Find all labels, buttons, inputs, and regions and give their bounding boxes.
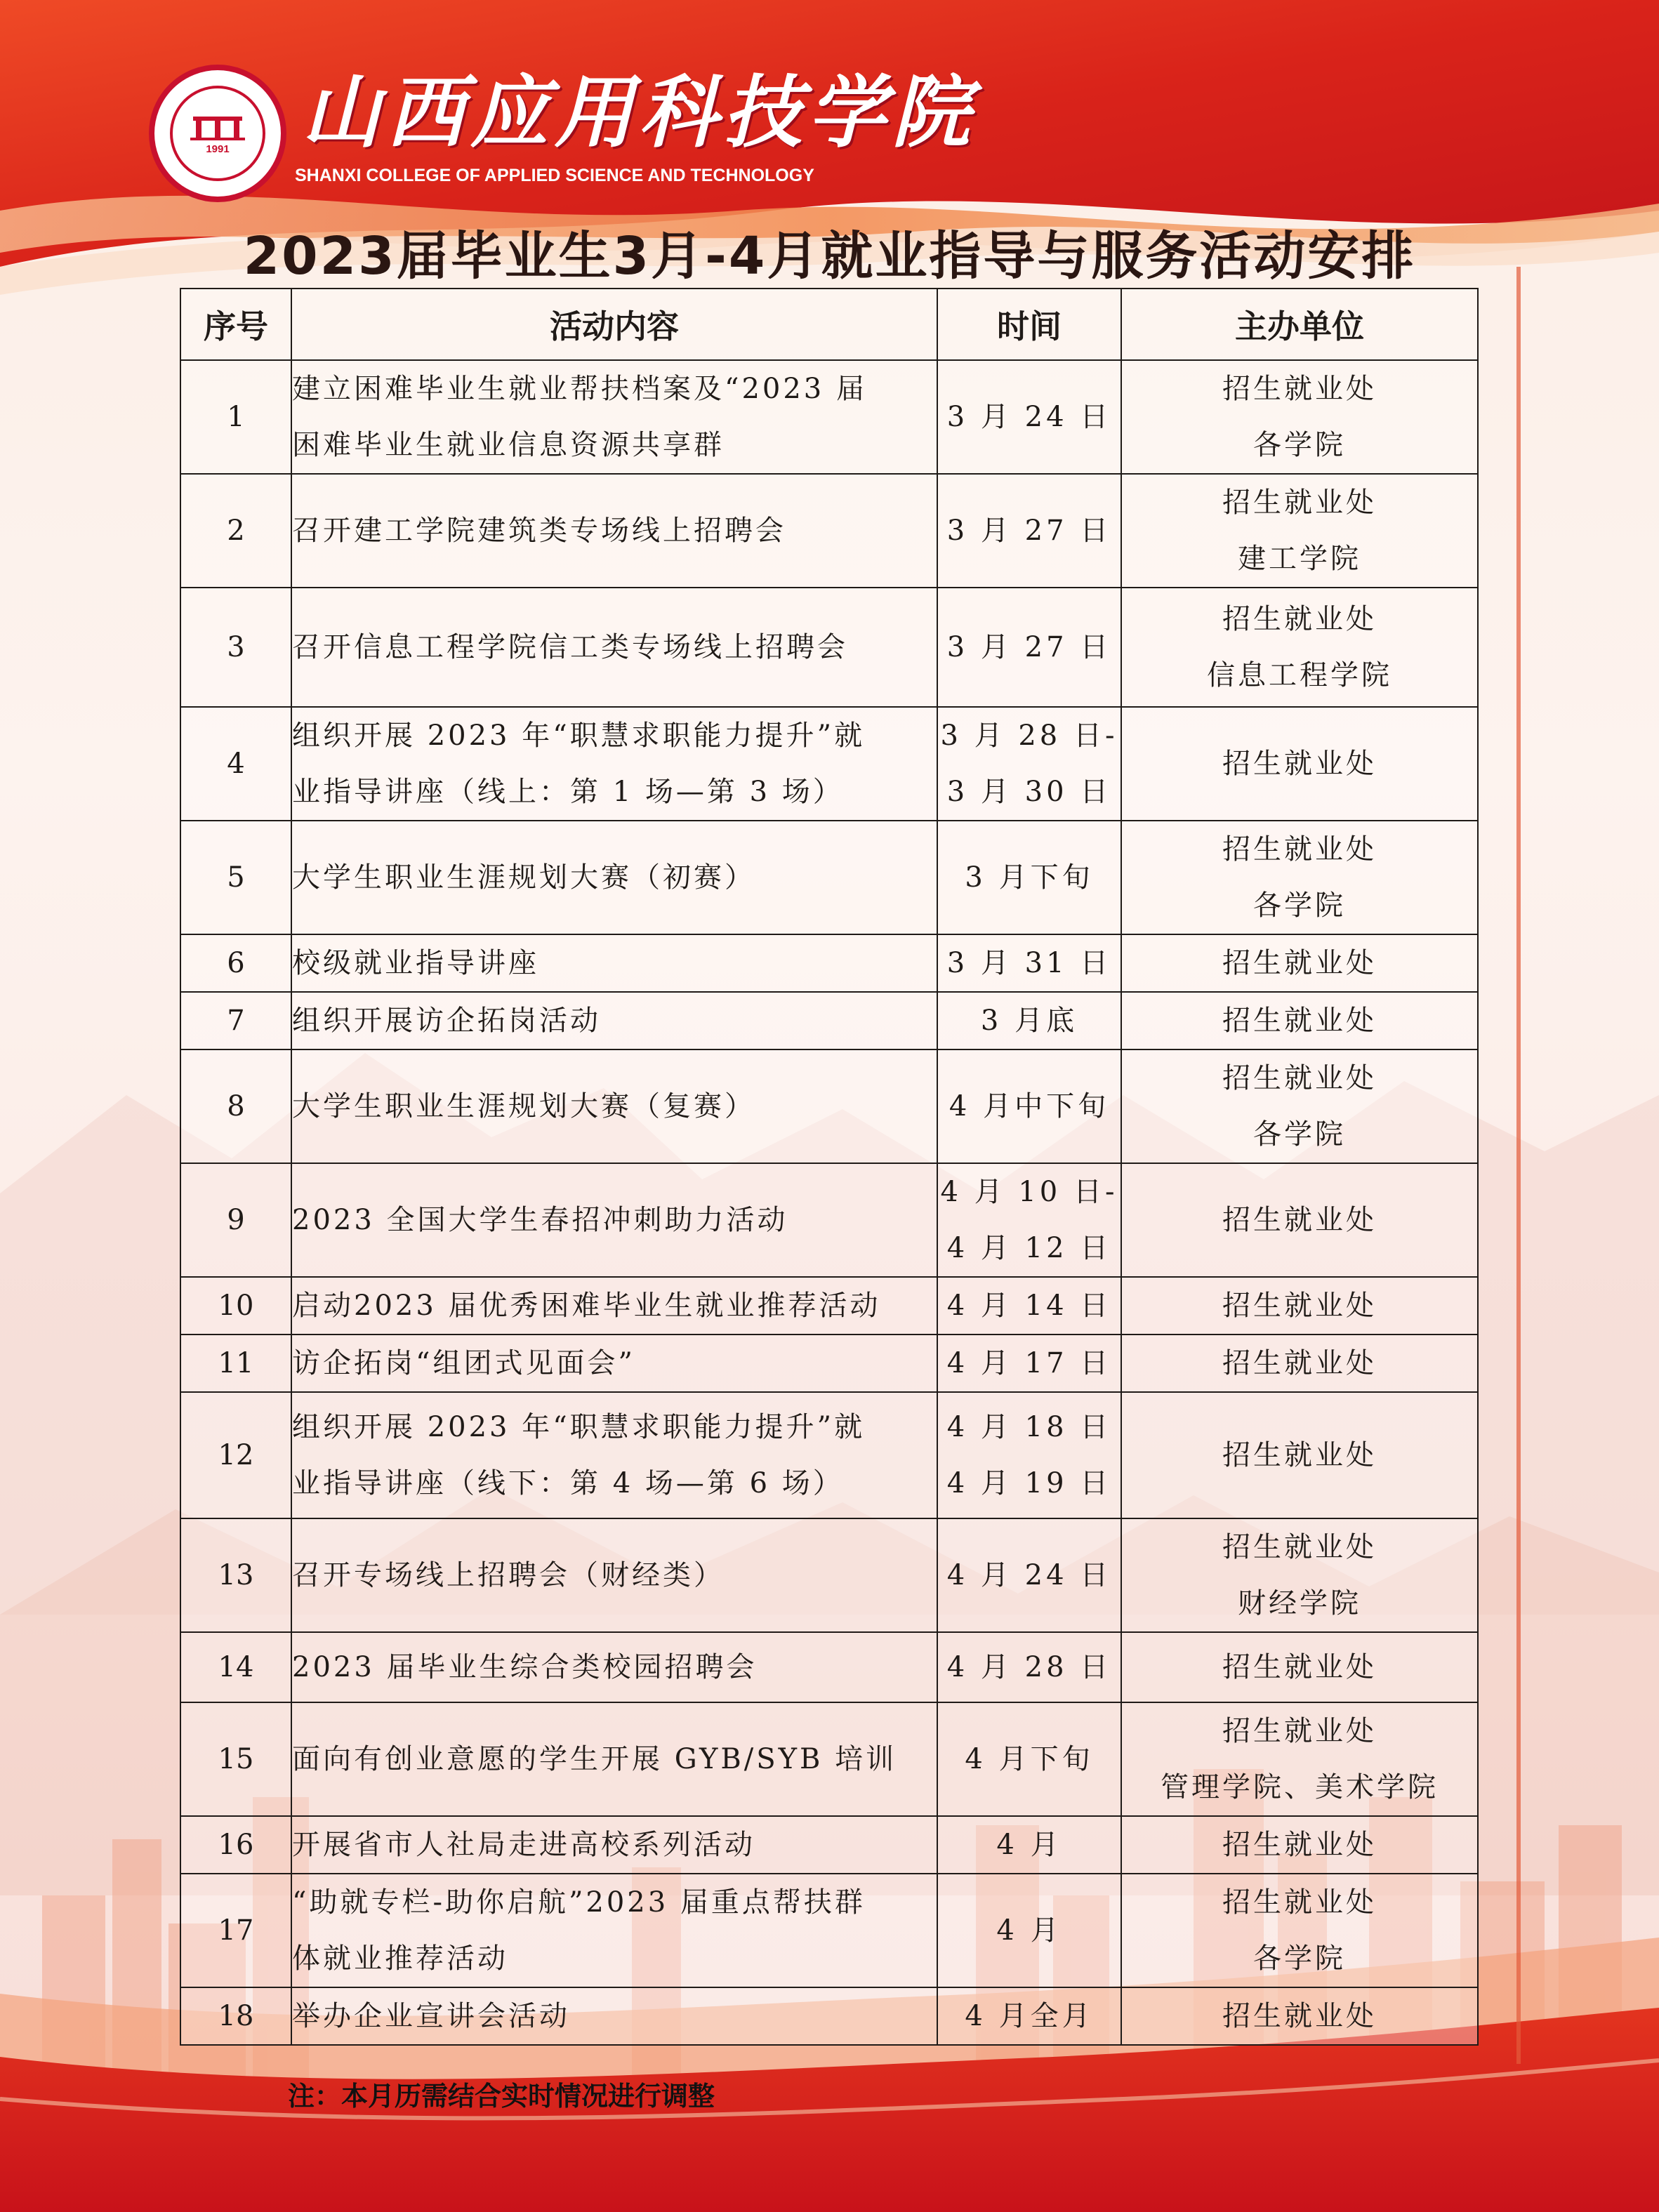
cell-activity-line: “助就专栏-助你启航”2023 届重点帮扶群 [292,1886,866,1919]
cell-organizer-line: 各学院 [1253,1942,1346,1975]
table-row [180,588,1478,707]
cell-activity [291,1987,937,2045]
table-row [180,1874,1478,1987]
cell-organizer-line: 招生就业处 [1222,748,1377,780]
table-row [180,360,1478,474]
cell-time-line: 4 月 14 日 [946,1290,1112,1322]
cell-activity-line: 启动2023 届优秀困难毕业生就业推荐活动 [292,1290,881,1322]
cell-organizer-line: 各学院 [1253,429,1346,461]
cell-activity [291,934,937,992]
cell-time [937,1874,1121,1987]
cell-organizer-line: 招生就业处 [1222,1204,1377,1236]
cell-organizer-line: 招生就业处 [1222,1829,1377,1861]
cell-activity [291,588,937,707]
cell-no: 16 [180,1816,291,1874]
cell-time-line: 4 月 24 日 [946,1559,1112,1591]
cell-organizer-line: 招生就业处 [1222,1715,1377,1747]
cell-time [937,1392,1121,1518]
cell-activity-line: 访企拓岗“组团式见面会” [292,1347,635,1379]
logo-inner-ring [170,86,265,181]
cell-activity-line: 开展省市人社局走进高校系列活动 [292,1829,755,1861]
header-time: 时间 [937,289,1121,360]
cell-organizer-line: 招生就业处 [1222,1439,1377,1471]
college-name-chinese: 山西应用科技学院 [302,67,976,159]
cell-organizer [1121,1632,1478,1702]
cell-time [937,1277,1121,1335]
cell-no: 11 [180,1335,291,1392]
cell-organizer-line: 招生就业处 [1222,603,1377,635]
cell-activity [291,821,937,934]
cell-no: 7 [180,992,291,1049]
cell-time [937,1049,1121,1163]
cell-time-line: 3 月 27 日 [946,515,1112,547]
cell-organizer [1121,1049,1478,1163]
cell-activity-line: 举办企业宣讲会活动 [292,2000,570,2032]
cell-time-line: 4 月 17 日 [946,1347,1112,1379]
cell-time-line: 4 月全月 [965,2000,1094,2032]
footnote: 注：本月历需结合实时情况进行调整 [288,2081,715,2112]
cell-activity [291,1163,937,1277]
cell-organizer-line: 招生就业处 [1222,1062,1377,1094]
cell-time-line: 3 月下旬 [965,861,1094,894]
cell-no: 4 [180,707,291,821]
cell-time [937,1335,1121,1392]
cell-organizer-line: 招生就业处 [1222,833,1377,866]
cell-organizer-line: 招生就业处 [1222,2000,1377,2032]
gate-icon [190,112,245,140]
cell-organizer [1121,1987,1478,2045]
logo-year: 1991 [206,143,230,155]
cell-activity-line: 校级就业指导讲座 [292,947,539,979]
cell-no: 6 [180,934,291,992]
cell-organizer-line: 招生就业处 [1222,1651,1377,1683]
cell-activity [291,1392,937,1518]
cell-organizer [1121,360,1478,474]
cell-activity-line: 大学生职业生涯规划大赛（初赛） [292,861,755,894]
cell-organizer-line: 招生就业处 [1222,1005,1377,1037]
cell-activity [291,474,937,588]
table-row [180,474,1478,588]
cell-time-line: 3 月 28 日- [940,720,1118,752]
cell-activity-line: 组织开展 2023 年“职慧求职能力提升”就 [292,720,866,752]
cell-organizer-line: 信息工程学院 [1207,659,1392,691]
cell-no: 13 [180,1518,291,1632]
cell-organizer-line: 建工学院 [1238,543,1361,575]
table-row [180,1049,1478,1163]
table-row [180,821,1478,934]
cell-time-line: 3 月 27 日 [946,631,1112,663]
cell-no: 1 [180,360,291,474]
cell-organizer [1121,588,1478,707]
table-row [180,1702,1478,1816]
cell-activity [291,1874,937,1987]
cell-time [937,707,1121,821]
cell-organizer-line: 财经学院 [1238,1587,1361,1620]
cell-organizer [1121,1874,1478,1987]
cell-organizer-line: 招生就业处 [1222,486,1377,519]
cell-time-line: 4 月 18 日 [946,1411,1112,1443]
cell-activity-line: 困难毕业生就业信息资源共享群 [292,429,725,461]
table-row [180,1277,1478,1335]
cell-time [937,1632,1121,1702]
cell-no: 17 [180,1874,291,1987]
table-row [180,707,1478,821]
cell-time-line: 3 月 24 日 [946,401,1112,433]
cell-activity-line: 2023 全国大学生春招冲刺助力活动 [292,1204,788,1236]
cell-time [937,588,1121,707]
cell-time-line: 4 月 10 日- [940,1176,1118,1208]
cell-activity-line: 面向有创业意愿的学生开展 GYB/SYB 培训 [292,1743,897,1775]
cell-time [937,821,1121,934]
cell-activity [291,1702,937,1816]
cell-organizer-line: 管理学院、美术学院 [1161,1771,1439,1803]
cell-time [937,474,1121,588]
cell-activity-line: 召开建工学院建筑类专场线上招聘会 [292,515,786,547]
table-row [180,992,1478,1049]
cell-time [937,1163,1121,1277]
cell-organizer [1121,1702,1478,1816]
cell-organizer [1121,474,1478,588]
table-row [180,1392,1478,1518]
cell-no: 10 [180,1277,291,1335]
cell-organizer [1121,992,1478,1049]
cell-time-line: 3 月底 [980,1005,1078,1037]
table-row [180,1987,1478,2045]
cell-activity [291,707,937,821]
cell-organizer-line: 招生就业处 [1222,1886,1377,1919]
cell-activity [291,1518,937,1632]
table-header-row [180,289,1478,360]
table-row [180,1816,1478,1874]
cell-time [937,1518,1121,1632]
cell-activity [291,1335,937,1392]
cell-time-line: 4 月 12 日 [946,1232,1112,1264]
cell-no: 3 [180,588,291,707]
cell-no: 8 [180,1049,291,1163]
cell-time [937,1702,1121,1816]
cell-no: 2 [180,474,291,588]
cell-no: 18 [180,1987,291,2045]
cell-no: 9 [180,1163,291,1277]
header-no: 序号 [180,289,291,360]
table-row [180,1518,1478,1632]
cell-activity-line: 2023 届毕业生综合类校园招聘会 [292,1651,758,1683]
cell-activity [291,1277,937,1335]
cell-activity-line: 业指导讲座（线下：第 4 场—第 6 场） [292,1467,844,1499]
college-logo [149,65,286,202]
header-organizer: 主办单位 [1121,289,1478,360]
cell-organizer-line: 招生就业处 [1222,947,1377,979]
cell-no: 12 [180,1392,291,1518]
table-row [180,1632,1478,1702]
cell-organizer [1121,707,1478,821]
cell-time-line: 3 月 30 日 [946,776,1112,808]
cell-organizer-line: 招生就业处 [1222,373,1377,405]
table-row [180,1335,1478,1392]
cell-organizer [1121,821,1478,934]
cell-organizer [1121,1163,1478,1277]
cell-time-line: 4 月中下旬 [949,1090,1110,1122]
cell-activity-line: 组织开展访企拓岗活动 [292,1005,601,1037]
cell-organizer [1121,934,1478,992]
cell-organizer [1121,1816,1478,1874]
cell-activity-line: 召开专场线上招聘会（财经类） [292,1559,725,1591]
cell-activity [291,1049,937,1163]
cell-organizer-line: 各学院 [1253,889,1346,922]
college-name-english: SHANXI COLLEGE OF APPLIED SCIENCE AND TECHNOLOGY [295,166,814,185]
cell-activity [291,1632,937,1702]
cell-time [937,1816,1121,1874]
cell-time [937,360,1121,474]
cell-activity [291,992,937,1049]
cell-activity-line: 召开信息工程学院信工类专场线上招聘会 [292,631,848,663]
cell-no: 15 [180,1702,291,1816]
cell-no: 5 [180,821,291,934]
cell-time-line: 4 月下旬 [965,1743,1094,1775]
cell-organizer-line: 各学院 [1253,1118,1346,1151]
cell-time [937,1987,1121,2045]
cell-organizer-line: 招生就业处 [1222,1347,1377,1379]
cell-activity [291,360,937,474]
cell-activity-line: 建立困难毕业生就业帮扶档案及“2023 届 [292,373,867,405]
cell-time-line: 4 月 19 日 [946,1467,1112,1499]
cell-organizer-line: 招生就业处 [1222,1531,1377,1563]
cell-organizer [1121,1518,1478,1632]
cell-activity-line: 组织开展 2023 年“职慧求职能力提升”就 [292,1411,866,1443]
cell-organizer [1121,1392,1478,1518]
cell-activity [291,1816,937,1874]
cell-activity-line: 业指导讲座（线上：第 1 场—第 3 场） [292,776,844,808]
cell-time-line: 4 月 [996,1914,1062,1947]
cell-time-line: 4 月 28 日 [946,1651,1112,1683]
cell-time-line: 4 月 [996,1829,1062,1861]
cell-organizer-line: 招生就业处 [1222,1290,1377,1322]
table-row [180,1163,1478,1277]
cell-organizer [1121,1335,1478,1392]
cell-time [937,992,1121,1049]
activity-schedule-table [180,288,1479,2046]
cell-time-line: 3 月 31 日 [946,947,1112,979]
page-title: 2023届毕业生3月-4月就业指导与服务活动安排 [243,226,1416,286]
cell-activity-line: 体就业推荐活动 [292,1942,508,1975]
table-row [180,934,1478,992]
cell-time [937,934,1121,992]
cell-organizer [1121,1277,1478,1335]
cell-no: 14 [180,1632,291,1702]
header-activity: 活动内容 [291,289,937,360]
table-body [180,360,1478,2045]
cell-activity-line: 大学生职业生涯规划大赛（复赛） [292,1090,755,1122]
